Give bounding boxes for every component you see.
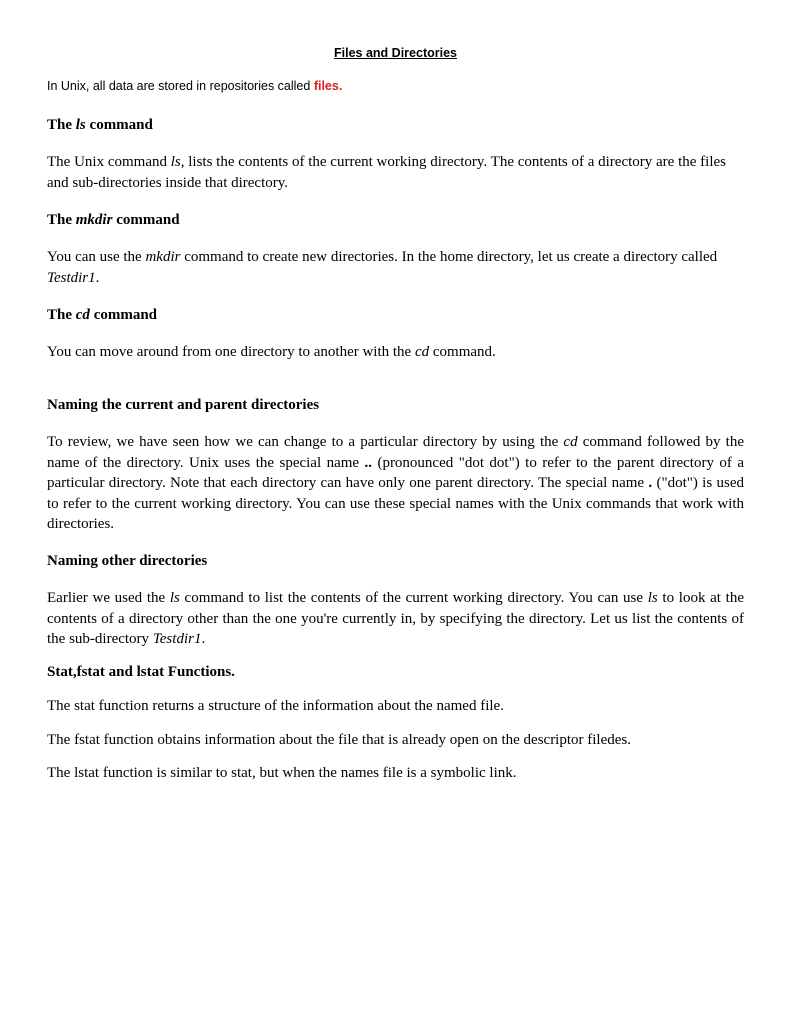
directory-name: Testdir1 xyxy=(47,269,96,286)
text: . xyxy=(201,631,206,647)
text: The Unix command xyxy=(47,154,171,170)
command-name: cd xyxy=(563,434,578,450)
heading-mkdir-em: mkdir xyxy=(75,212,113,228)
text: command. xyxy=(429,344,496,360)
paragraph-lstat: The lstat function is similar to stat, but when the names file is a symbolic link. xyxy=(47,765,517,781)
heading-cd-pre: The xyxy=(47,307,76,323)
text: . xyxy=(95,269,100,286)
heading-ls-pre: The xyxy=(47,117,76,133)
command-name: cd xyxy=(414,344,430,360)
paragraph-cd xyxy=(47,342,744,363)
heading-ls-command xyxy=(47,117,153,134)
text: You can move around from one directory to another with the xyxy=(47,344,415,360)
text: command to list the contents of the current working directory. You can use xyxy=(179,590,648,606)
paragraph-naming-current-parent xyxy=(47,432,744,535)
directory-name: Testdir1 xyxy=(152,631,202,647)
command-name: mkdir xyxy=(145,249,181,265)
heading-naming-current-parent: Naming the current and parent directories xyxy=(47,397,320,413)
text: command to create new directories. In the home directory, let us create a directory called xyxy=(180,249,718,265)
intro-line xyxy=(47,79,342,93)
dot-name: . xyxy=(648,475,653,491)
text: command followed by the name of the directory. Unix uses the special name xyxy=(47,434,744,471)
heading-naming-other: Naming other directories xyxy=(47,553,208,569)
paragraph-stat: The stat function returns a structure of the information about the named file. xyxy=(47,698,504,714)
heading-cd-post: command xyxy=(89,307,158,323)
heading-mkdir-command xyxy=(47,212,180,229)
intro-highlight-word: files. xyxy=(313,79,343,93)
heading-mkdir-post: command xyxy=(112,212,180,228)
intro-text: In Unix, all data are stored in repositories called xyxy=(47,79,314,93)
heading-mkdir-pre: The xyxy=(47,212,76,228)
dot-dot-name: .. xyxy=(364,454,372,471)
paragraph-ls xyxy=(47,152,744,193)
command-name: ls xyxy=(647,590,658,606)
heading-ls-post: command xyxy=(85,117,153,133)
heading-cd-command xyxy=(47,307,157,324)
heading-ls-em: ls xyxy=(75,117,86,133)
text: to look at the contents of a directory other than the one you're currently in, by specifying the directory. Let us list the contents of the sub-directory xyxy=(47,590,744,647)
text: , lists the contents of the current working directory. The contents of a directory are the files and sub-directories inside that directory. xyxy=(47,154,726,191)
paragraph-fstat: The fstat function obtains information about the file that is already open on the descriptor filedes. xyxy=(47,732,631,748)
heading-stat-functions: Stat,fstat and lstat Functions. xyxy=(47,664,235,680)
document-title: Files and Directories xyxy=(334,46,457,60)
heading-cd-em: cd xyxy=(75,307,90,323)
text: Earlier we used the xyxy=(47,590,170,606)
command-name: ls xyxy=(169,590,180,606)
text: (pronounced "dot dot") to refer to the parent directory of a particular directory. Note that each directory can have only one parent directory. The special name xyxy=(47,454,744,491)
text: You can use the xyxy=(47,249,146,265)
text: To review, we have seen how we can change to a particular directory by using the xyxy=(47,434,564,450)
command-name: ls xyxy=(170,154,181,170)
paragraph-naming-other xyxy=(47,588,744,650)
text: ("dot") is used to refer to the current working directory. You can use these special names with the Unix commands that work with directories. xyxy=(47,475,744,532)
paragraph-mkdir xyxy=(47,247,744,288)
